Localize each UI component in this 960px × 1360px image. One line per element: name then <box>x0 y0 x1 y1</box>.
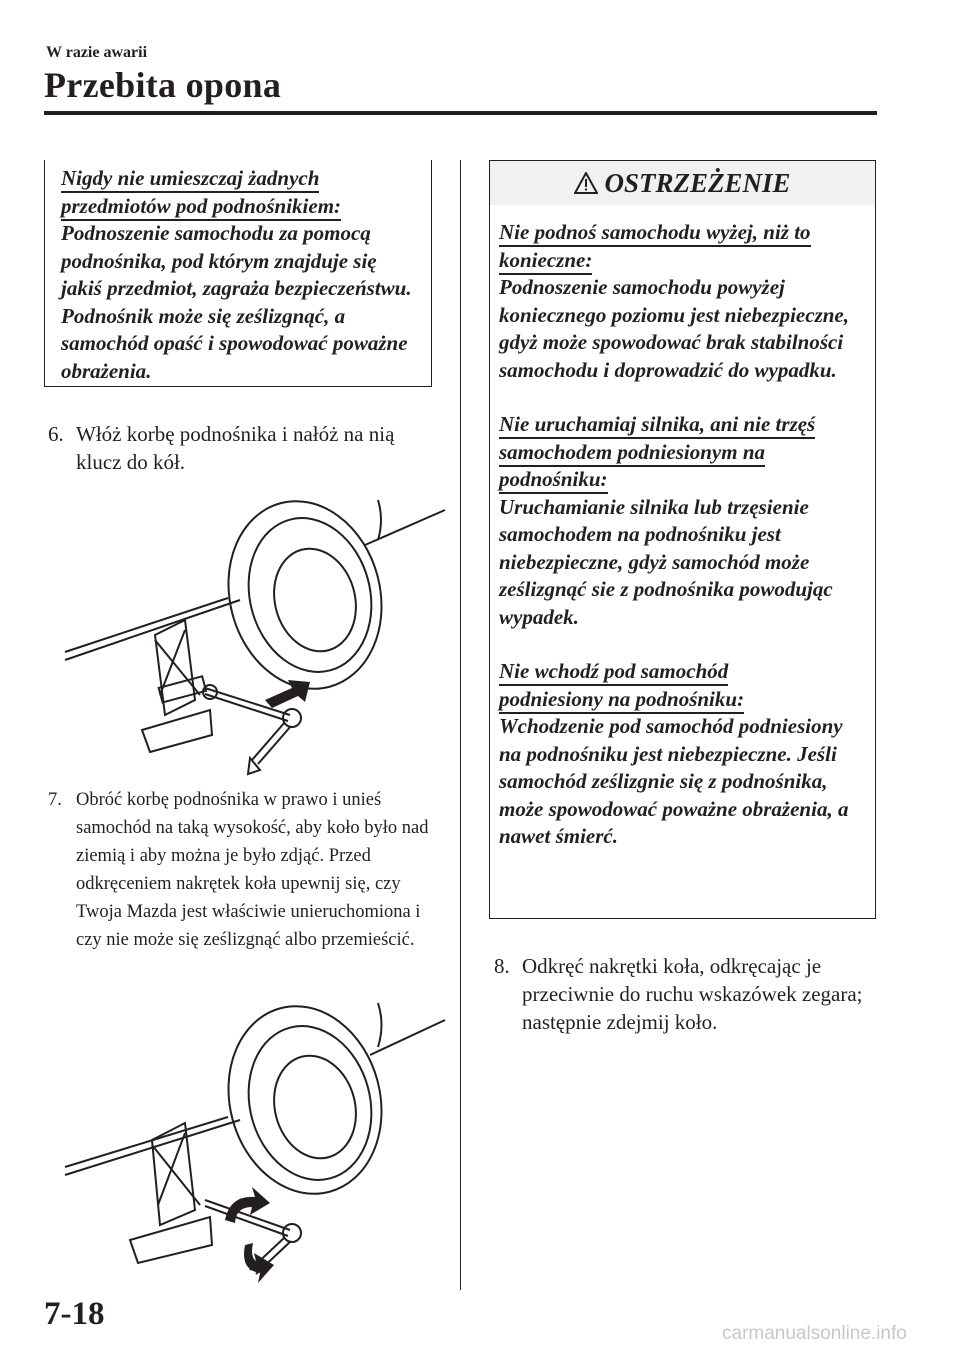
warning-body: Podnoszenie samochodu powyżej koniecznego poziomu jest niebezpieczne, gdyż może spowodować brak stabilności samochodu i doprowadzić do wypadku. <box>499 275 849 382</box>
warning-heading-line: podnośniku: <box>499 467 608 494</box>
step-number: 8. <box>494 954 510 978</box>
step-6 <box>48 420 438 476</box>
watermark: carmanualsonline.info <box>722 1323 907 1344</box>
step-number: 6. <box>48 422 64 446</box>
page-title: Przebita opona <box>44 65 282 105</box>
step-text: Obróć korbę podnośnika w prawo i unieś samochód na taką wysokość, aby koło było nad ziemią i aby można je było zdjąć. Przed odkręceniem nakrętek koła upewnij się, czy Twoja Mazda jest właściwie unieruchomiona i czy nie może się ześlizgnąć albo przemieścić. <box>76 790 429 950</box>
warning-heading-line: konieczne: <box>499 248 592 275</box>
jack-handle-illustration <box>60 490 450 780</box>
warning-body: Uruchamianie silnika lub trzęsienie samochodem na podnośniku jest niebezpieczne, gdyż samochód może ześlizgnąć sie z podnośnika powodując wypadek. <box>499 494 833 629</box>
page-number: 7-18 <box>44 1296 105 1332</box>
step-7 <box>48 786 448 954</box>
caution-heading-line-1: Nigdy nie umieszczaj żadnych <box>61 166 319 193</box>
warning-heading-line: Nie wchodź pod samochód <box>499 659 728 686</box>
warning-paragraph-2 <box>499 411 869 631</box>
step-text: Odkręć nakrętki koła, odkręcając je przeciwnie do ruchu wskazówek zegara; następnie zdejmij koło. <box>522 954 863 1034</box>
column-divider <box>460 160 461 1290</box>
caution-heading-line-2: przedmiotów pod podnośnikiem: <box>61 194 341 221</box>
title-rule <box>44 111 877 115</box>
step-text: Włóż korbę podnośnika i nałóż na nią klucz do kół. <box>76 422 395 474</box>
warning-heading-line: podniesiony na podnośniku: <box>499 687 744 714</box>
warning-heading-line: samochodem podniesionym na <box>499 440 765 467</box>
caution-body: Podnoszenie samochodu za pomocą podnośnika, pod którym znajduje się jakiś przedmiot, zagraża bezpieczeństwu. Podnośnik może się ześlizgnąć, a samochód opaść i spowodować poważne obrażenia. <box>61 221 412 383</box>
warning-paragraph-1 <box>499 219 869 384</box>
warning-header <box>490 161 875 205</box>
section-label: W razie awarii <box>46 44 148 61</box>
warning-heading-line: Nie podnoś samochodu wyżej, niż to <box>499 220 811 247</box>
warning-triangle-icon <box>574 172 598 194</box>
warning-title: OSTRZEŻENIE <box>604 168 791 198</box>
step-number: 7. <box>48 790 62 810</box>
warning-box <box>489 160 876 919</box>
warning-paragraph-3 <box>499 658 869 851</box>
warning-body: Wchodzenie pod samochód podniesiony na podnośniku jest niebezpieczne. Jeśli samochód ześlizgnie się z podnośnika, może spowodować poważne obrażenia, a nawet śmierć. <box>499 714 849 848</box>
warning-heading-line: Nie uruchamiaj silnika, ani nie trzęś <box>499 412 815 439</box>
jack-raising-illustration <box>60 995 450 1285</box>
caution-box <box>44 160 432 387</box>
step-8 <box>494 952 874 1036</box>
